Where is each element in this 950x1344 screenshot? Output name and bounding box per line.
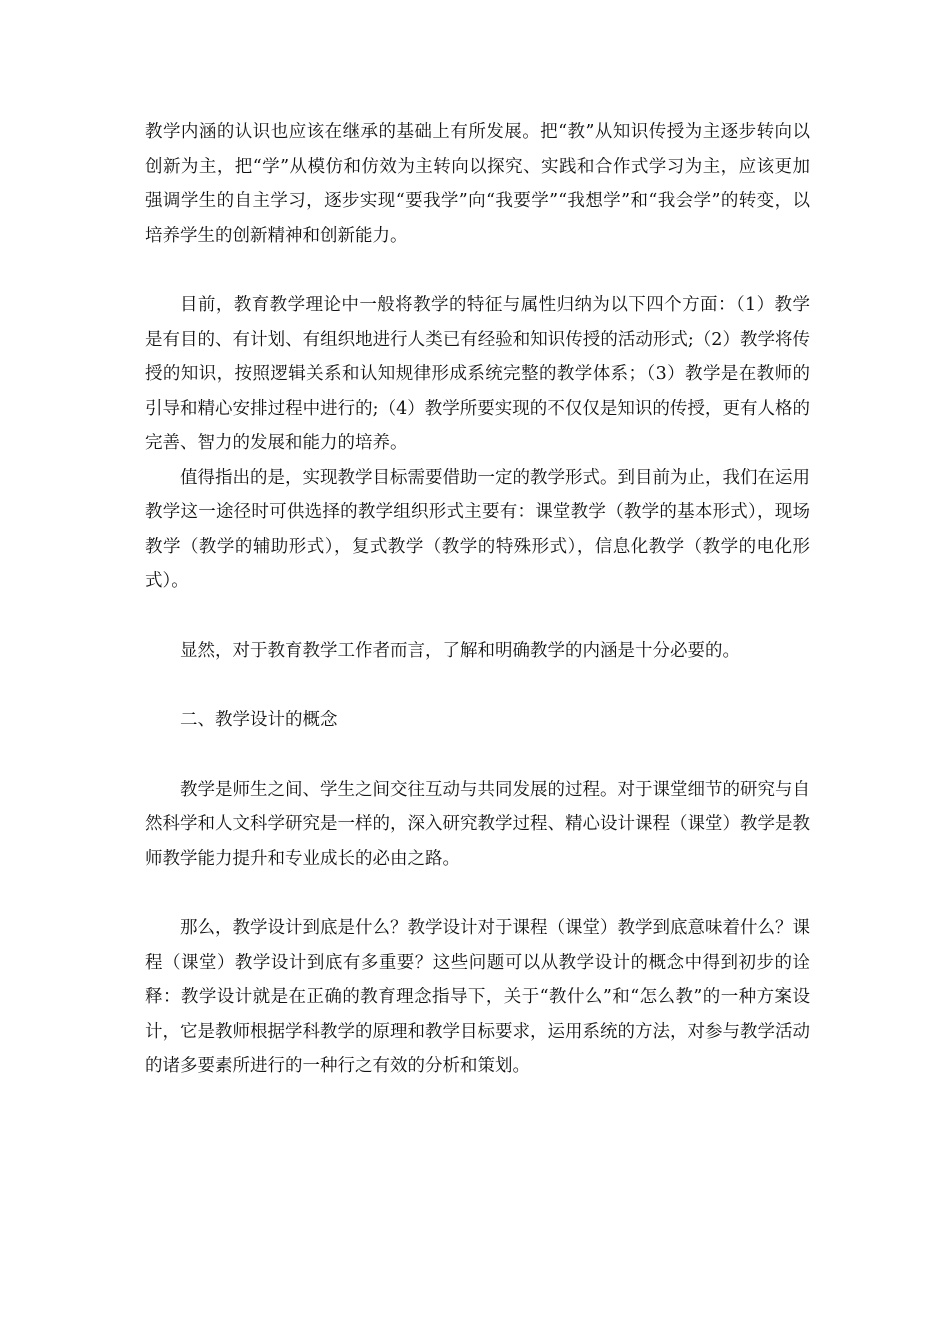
paragraph-conclusion: 显然，对于教育教学工作者而言，了解和明确教学的内涵是十分必要的。 (180, 640, 740, 661)
document-body (145, 115, 810, 1084)
paragraph-continuation: 教学内涵的认识也应该在继承的基础上有所发展。把“教”从知识传授为主逐步转向以创新为主，把“学”从模仿和仿效为主转向以探究、实践和合作式学习为主，应该更加强调学生的自主学习，逐步实现“要我学”向“我要学”“我想学”和“我会学”的转变，以培养学生的创新精神和创新能力。 (145, 122, 810, 246)
paragraph-teaching-process: 教学是师生之间、学生之间交往互动与共同发展的过程。对于课堂细节的研究与自然科学和人文科学研究是一样的，深入研究教学过程、精心设计课程（课堂）教学是教师教学能力提升和专业成长的必由之路。 (145, 779, 810, 869)
paragraph-design-concept: 那么，教学设计到底是什么？教学设计对于课程（课堂）教学到底意味着什么？课程（课堂）教学设计到底有多重要？这些问题可以从教学设计的概念中得到初步的诠释：教学设计就是在正确的教育理念指导下，关于“教什么”和“怎么教”的一种方案设计，它是教师根据学科教学的原理和教学目标要求，运用系统的方法，对参与教学活动的诸多要素所进行的一种行之有效的分析和策划。 (145, 918, 810, 1076)
section-heading: 二、教学设计的概念 (180, 710, 338, 730)
paragraph-teaching-forms: 值得指出的是，实现教学目标需要借助一定的教学形式。到目前为止，我们在运用教学这一途径时可供选择的教学组织形式主要有：课堂教学（教学的基本形式），现场教学（教学的辅助形式），复式教学（教学的特殊形式），信息化教学（教学的电化形式）。 (145, 467, 810, 591)
paragraph-teaching-features: 目前，教育教学理论中一般将教学的特征与属性归纳为以下四个方面：（1）教学是有目的、有计划、有组织地进行人类已有经验和知识传授的活动形式;（2）教学将传授的知识，按照逻辑关系和认知规律形成系统完整的教学体系；（3）教学是在教师的引导和精心安排过程中进行的;（4）教学所要实现的不仅仅是知识的传授，更有人格的完善、智力的发展和能力的培养。 (145, 295, 810, 453)
